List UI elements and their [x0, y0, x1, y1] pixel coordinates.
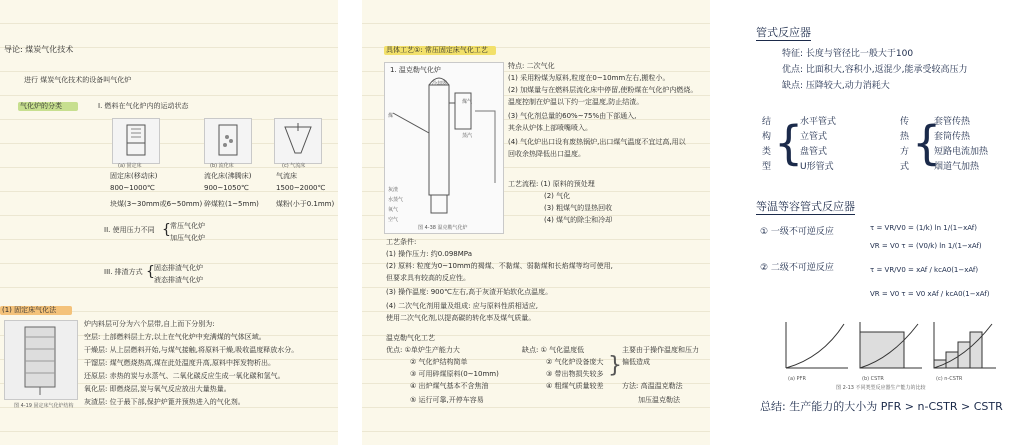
page1-intro: 进行 煤炭气化技术的设备叫气化炉	[24, 76, 132, 84]
type-feed: 煤粉(小于0.1mm)	[276, 200, 335, 208]
chart-label: (a) PFR	[788, 376, 806, 382]
struct-item: 盘管式	[800, 147, 828, 157]
summary-line: 偏低造成	[622, 358, 650, 366]
class1-heading: I. 燃料在气化炉内的运动状态	[98, 102, 189, 110]
chart-caption: 图 2-13 不同类型反应器生产能力的比较	[836, 385, 926, 391]
class2-item: 常压气化炉	[170, 222, 205, 230]
eq2b: VR = V0 τ = V0 xAf / kcA0(1−xAf)	[870, 290, 990, 298]
section-title: 管式反应器	[756, 26, 811, 39]
pro-item: ④ 出炉煤气基本不含焦油	[410, 382, 489, 390]
conditions-title: 工艺条件:	[386, 238, 417, 246]
feature-line: (3) 气化剂总量的60%~75%由下部通入,	[508, 112, 637, 120]
feature-line: 特征: 长度与管径比一般大于100	[782, 49, 914, 59]
feature-line: (2) 加煤量与在燃料层流化床中停留,使粉煤在气化炉内燃烧。	[508, 86, 698, 94]
figure-caption: 图 4-38 温克勒气化炉	[418, 225, 468, 231]
con-item: ④ 粗煤气质量较差	[546, 382, 604, 390]
fluid-bed-figure	[204, 118, 252, 164]
struct-item: 立管式	[800, 132, 828, 142]
heat-label-char: 式	[900, 162, 910, 172]
summary: 总结: 生产能力的大小为 PFR > n-CSTR > CSTR	[760, 400, 1003, 413]
features-title: 特点: 二次气化	[508, 62, 555, 70]
fixed-bed-figure	[112, 118, 160, 164]
notes-page-2	[362, 0, 710, 445]
section-tag: 具体工艺①: 常压固定床气化工艺	[386, 46, 488, 54]
brace: {	[162, 222, 171, 238]
summary-line: 方法: 高温温克勒法	[622, 382, 683, 390]
condition-line: (4) 二次气化剂用量及组成: 应与原料性质相适应,	[386, 302, 538, 310]
brace: {	[912, 116, 942, 170]
condition-line: (1) 操作压力: 约0.098MPa	[386, 250, 472, 258]
feature-line: (4) 气化炉出口设有废热锅炉,出口煤气温度不宜过高,用以	[508, 138, 686, 146]
entrained-bed-figure	[274, 118, 322, 164]
struct-label-char: 类	[762, 147, 772, 157]
heat-label-char: 方	[900, 147, 910, 157]
notes-page-3	[742, 0, 1024, 445]
condition-line: 使用二次气化剂,以提高碳的转化率及煤气质量。	[386, 314, 536, 322]
heat-label-char: 传	[900, 117, 910, 127]
figure-label: 水蒸气	[388, 197, 404, 203]
flow-item: (4) 煤气的除尘和冷却	[544, 216, 613, 224]
figure-label: 煤气	[462, 99, 473, 105]
type-name: 固定床(移动床)	[110, 172, 158, 180]
heat-item: 短路电流加热	[934, 147, 989, 157]
type-temp: 800~1000℃	[110, 184, 155, 192]
type-temp: 1500~2000℃	[276, 184, 326, 192]
winkler-gasifier-figure	[384, 62, 504, 234]
flow-item: (2) 气化	[544, 192, 571, 200]
feature-line: 其余从炉体上部喷嘴喷入。	[508, 124, 592, 132]
reactor-comparison-figure	[782, 318, 1002, 376]
figure-label: 灰渣	[388, 187, 399, 193]
zone-line: 氧化层: 即燃烧层,炭与氧气反应放出大量热量。	[84, 385, 231, 393]
figure-label: 煤	[388, 113, 394, 119]
brace: }	[608, 353, 622, 378]
type-temp: 900~1050℃	[204, 184, 249, 192]
summary-line: 加压温克勒法	[638, 396, 680, 404]
condition-line: (2) 原料: 粒度为0~10mm的褐煤、不黏煤、弱黏煤和长焰煤等均可使用,	[386, 262, 613, 270]
struct-item: U形管式	[800, 162, 834, 172]
eq2a: τ = VR/V0 = xAf / kcA0(1−xAf)	[870, 266, 979, 274]
type-feed: 块煤(3~30mm或6~50mm)	[110, 200, 203, 208]
eval-title: 温克勒气化工艺	[386, 334, 435, 342]
figure-label: 氧气	[388, 207, 399, 213]
type-feed: 碎煤粒(1~5mm)	[204, 200, 259, 208]
summary-line: 主要由于操作温度和压力	[622, 346, 699, 354]
disadvantage-line: 缺点: 压降较大,动力消耗大	[782, 81, 890, 91]
brace: {	[774, 116, 804, 170]
figure-label: 冷却器	[432, 81, 448, 87]
advantage-line: 优点: 比面积大,容积小,返混少,能承受较高压力	[782, 65, 968, 75]
feature-line: (1) 采用粉煤为原料,粒度在0~10mm左右,搬粒小。	[508, 74, 670, 82]
zone-line: 干馏层: 煤气燃烧热高,煤在此处温度升高,原料中挥发物析出。	[84, 359, 276, 367]
eq1-label: ① 一级不可逆反应	[760, 227, 834, 237]
class3-item: 液态排渣气化炉	[154, 276, 203, 284]
feature-line: 温度控制在炉温以下约一定温度,防止结渣。	[508, 98, 644, 106]
class3-heading: III. 排渣方式	[104, 268, 143, 276]
struct-label-char: 型	[762, 162, 772, 172]
zone-line: 灰渣层: 位于最下部,保护炉篦并预热进入的气化剂。	[84, 398, 245, 406]
class2-item: 加压气化炉	[170, 234, 205, 242]
type-name: 气流床	[276, 172, 297, 180]
zone-line: 还原层: 赤热的炭与水蒸气、二氧化碳反应生成一氧化碳和氢气。	[84, 372, 285, 380]
struct-label-char: 结	[762, 117, 772, 127]
con-item: ③ 带出物损失较多	[546, 370, 604, 378]
eq1b: VR = V0 τ = (V0/k) ln 1/(1−xAf)	[870, 242, 982, 250]
section-tag: 气化炉的分类	[20, 102, 62, 110]
condition-line: 但要求具有较高的反应性。	[386, 274, 470, 282]
figure-title: 1. 温克勒气化炉	[390, 66, 441, 74]
heat-item: 烟道气加热	[934, 162, 980, 172]
pro-item: ② 气化炉结构简单	[410, 358, 468, 366]
zone-line: 空层: 上部燃料层上方,以上在气化炉中充满煤的气体区域。	[84, 333, 266, 341]
section2-heading: (1) 固定床气化法	[2, 306, 57, 314]
class3-item: 固态排渣气化炉	[154, 264, 203, 272]
heat-item: 套管传热	[934, 117, 971, 127]
pro-item: ⑤ 运行可靠,开停车容易	[410, 396, 484, 404]
cons-title: 缺点: ① 气化温度低	[522, 346, 585, 354]
struct-label-char: 构	[762, 132, 772, 142]
fixed-bed-furnace-figure	[4, 320, 78, 400]
heat-item: 套筒传热	[934, 132, 971, 142]
zone-line: 干燥层: 从上层燃料开始,与煤气接触,将原料干燥,吸收温度释放水分。	[84, 346, 299, 354]
pros-title: 优点: ①单炉生产能力大	[386, 346, 460, 354]
eq1a: τ = VR/V0 = (1/k) ln 1/(1−xAf)	[870, 224, 977, 232]
type-name: 流化床(沸腾床)	[204, 172, 252, 180]
figure-label: 空气	[388, 217, 399, 223]
pro-item: ③ 可用碎煤原料(0~10mm)	[410, 370, 499, 378]
con-item: ② 气化炉设备庞大	[546, 358, 604, 366]
flow-item: (3) 粗煤气的显热回收	[544, 204, 613, 212]
chart-label: (b) CSTR	[862, 376, 884, 382]
figure-label: 蒸汽	[462, 133, 473, 139]
chart-label: (c) n-CSTR	[936, 376, 963, 382]
zone-line: 炉内料层可分为六个层带,自上而下分别为:	[84, 320, 215, 328]
feature-line: 回收余热降低出口温度。	[508, 150, 585, 158]
condition-line: (3) 操作温度: 900℃左右,高于灰渣开始软化点温度。	[386, 288, 553, 296]
section-title: 等温等容管式反应器	[756, 200, 855, 213]
class2-heading: II. 使用压力不同	[104, 226, 155, 234]
page1-title: 导论: 煤炭气化技术	[4, 45, 74, 54]
eq2-label: ② 二级不可逆反应	[760, 263, 834, 273]
furnace-caption: 图 4-19 固定床气化炉结构	[14, 403, 74, 409]
notes-page-1	[0, 0, 338, 445]
flow-title: 工艺流程: (1) 原料的预处理	[508, 180, 595, 188]
fig-caption-a: (a) 固定床	[118, 163, 142, 169]
struct-item: 水平管式	[800, 117, 837, 127]
heat-label-char: 热	[900, 132, 910, 142]
fig-caption-c: (c) 气流床	[282, 163, 306, 169]
brace: {	[146, 264, 155, 280]
fig-caption-b: (b) 流化床	[210, 163, 234, 169]
